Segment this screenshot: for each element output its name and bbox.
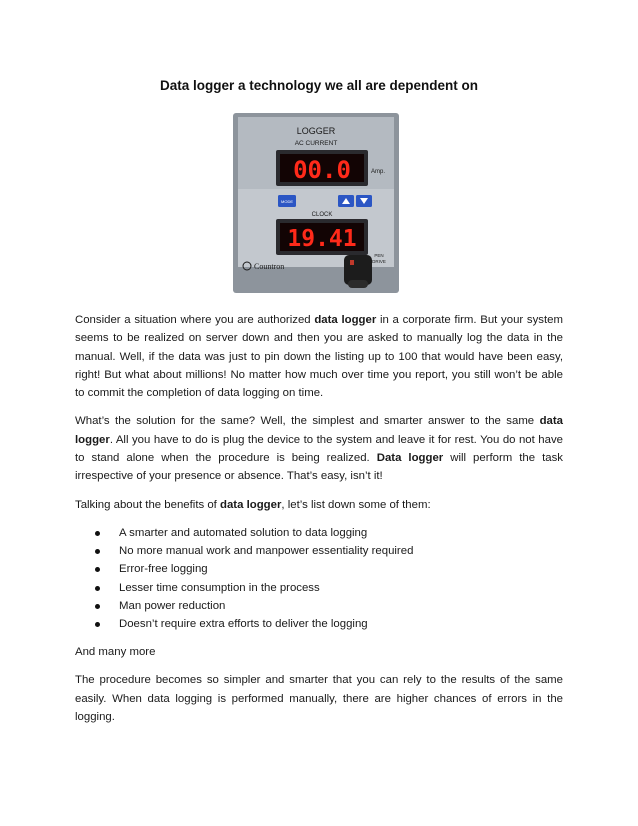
list-item: Man power reduction — [95, 597, 563, 615]
device-header: LOGGER — [296, 126, 336, 136]
paragraph-5: The procedure becomes so simpler and smarter that you can rely to the results of the same easily. When data logging is performed manually, there are higher chances of errors in the logging. — [75, 674, 563, 724]
pen-label: PEN — [374, 253, 384, 258]
list-item: Error-free logging — [95, 560, 563, 578]
paragraph-3: Talking about the benefits of data logger, let’s list down some of them: — [75, 498, 431, 511]
data-logger-device-image — [232, 112, 400, 294]
clock-reading: 19.41 — [287, 226, 357, 252]
bullet-icon — [95, 622, 100, 627]
bullet-icon — [95, 604, 100, 609]
list-item: Lesser time consumption in the process — [95, 579, 563, 597]
bullet-icon — [95, 531, 100, 536]
unit-label: Amp. — [370, 169, 386, 175]
device-subheader: AC CURRENT — [294, 140, 338, 147]
page-title: Data logger a technology we all are dependent on — [159, 78, 479, 93]
data-logger-emphasis: data logger — [220, 498, 282, 511]
article-body — [75, 311, 563, 736]
mode-button-label: MODE — [281, 199, 293, 204]
paragraph-2: What’s the solution for the same? Well, the simplest and smarter answer to the same data logger. All you have to do is plug the device to the system and leave it for rest. You do not have to stand alone when the procedure is being realized. Data logger will perform the task irrespective of your presence or absence. That’s easy, isn’t it! — [75, 415, 563, 483]
paragraph-1: Consider a situation where you are authorized data logger in a corporate firm. But your system seems to be realized on server down and then you are asked to manually log the data in the manual. Well, if the data was just to pin down the listing up to 100 that would have been easy, right! But what about millions! No matter how much over time you report, you still won’t be able to commit the completion of data logging on time. — [75, 314, 563, 400]
bullet-icon — [95, 567, 100, 572]
paragraph-4: And many more — [75, 646, 156, 659]
bullet-icon — [95, 549, 100, 554]
clock-label: CLOCK — [311, 212, 333, 218]
list-item: No more manual work and manpower essentiality required — [95, 542, 563, 560]
drive-label: DRIVE — [372, 259, 386, 264]
list-item: A smarter and automated solution to data logging — [95, 524, 563, 542]
data-logger-emphasis: data logger — [314, 314, 377, 326]
list-item: Doesn’t require extra efforts to deliver the logging — [95, 615, 563, 633]
current-reading: 00.0 — [293, 156, 351, 184]
brand-name: Countron — [254, 262, 285, 271]
bullet-icon — [95, 586, 100, 591]
data-logger-emphasis: Data logger — [376, 452, 444, 465]
data-logger-emphasis: data logger — [75, 415, 563, 446]
benefits-list — [75, 524, 563, 633]
